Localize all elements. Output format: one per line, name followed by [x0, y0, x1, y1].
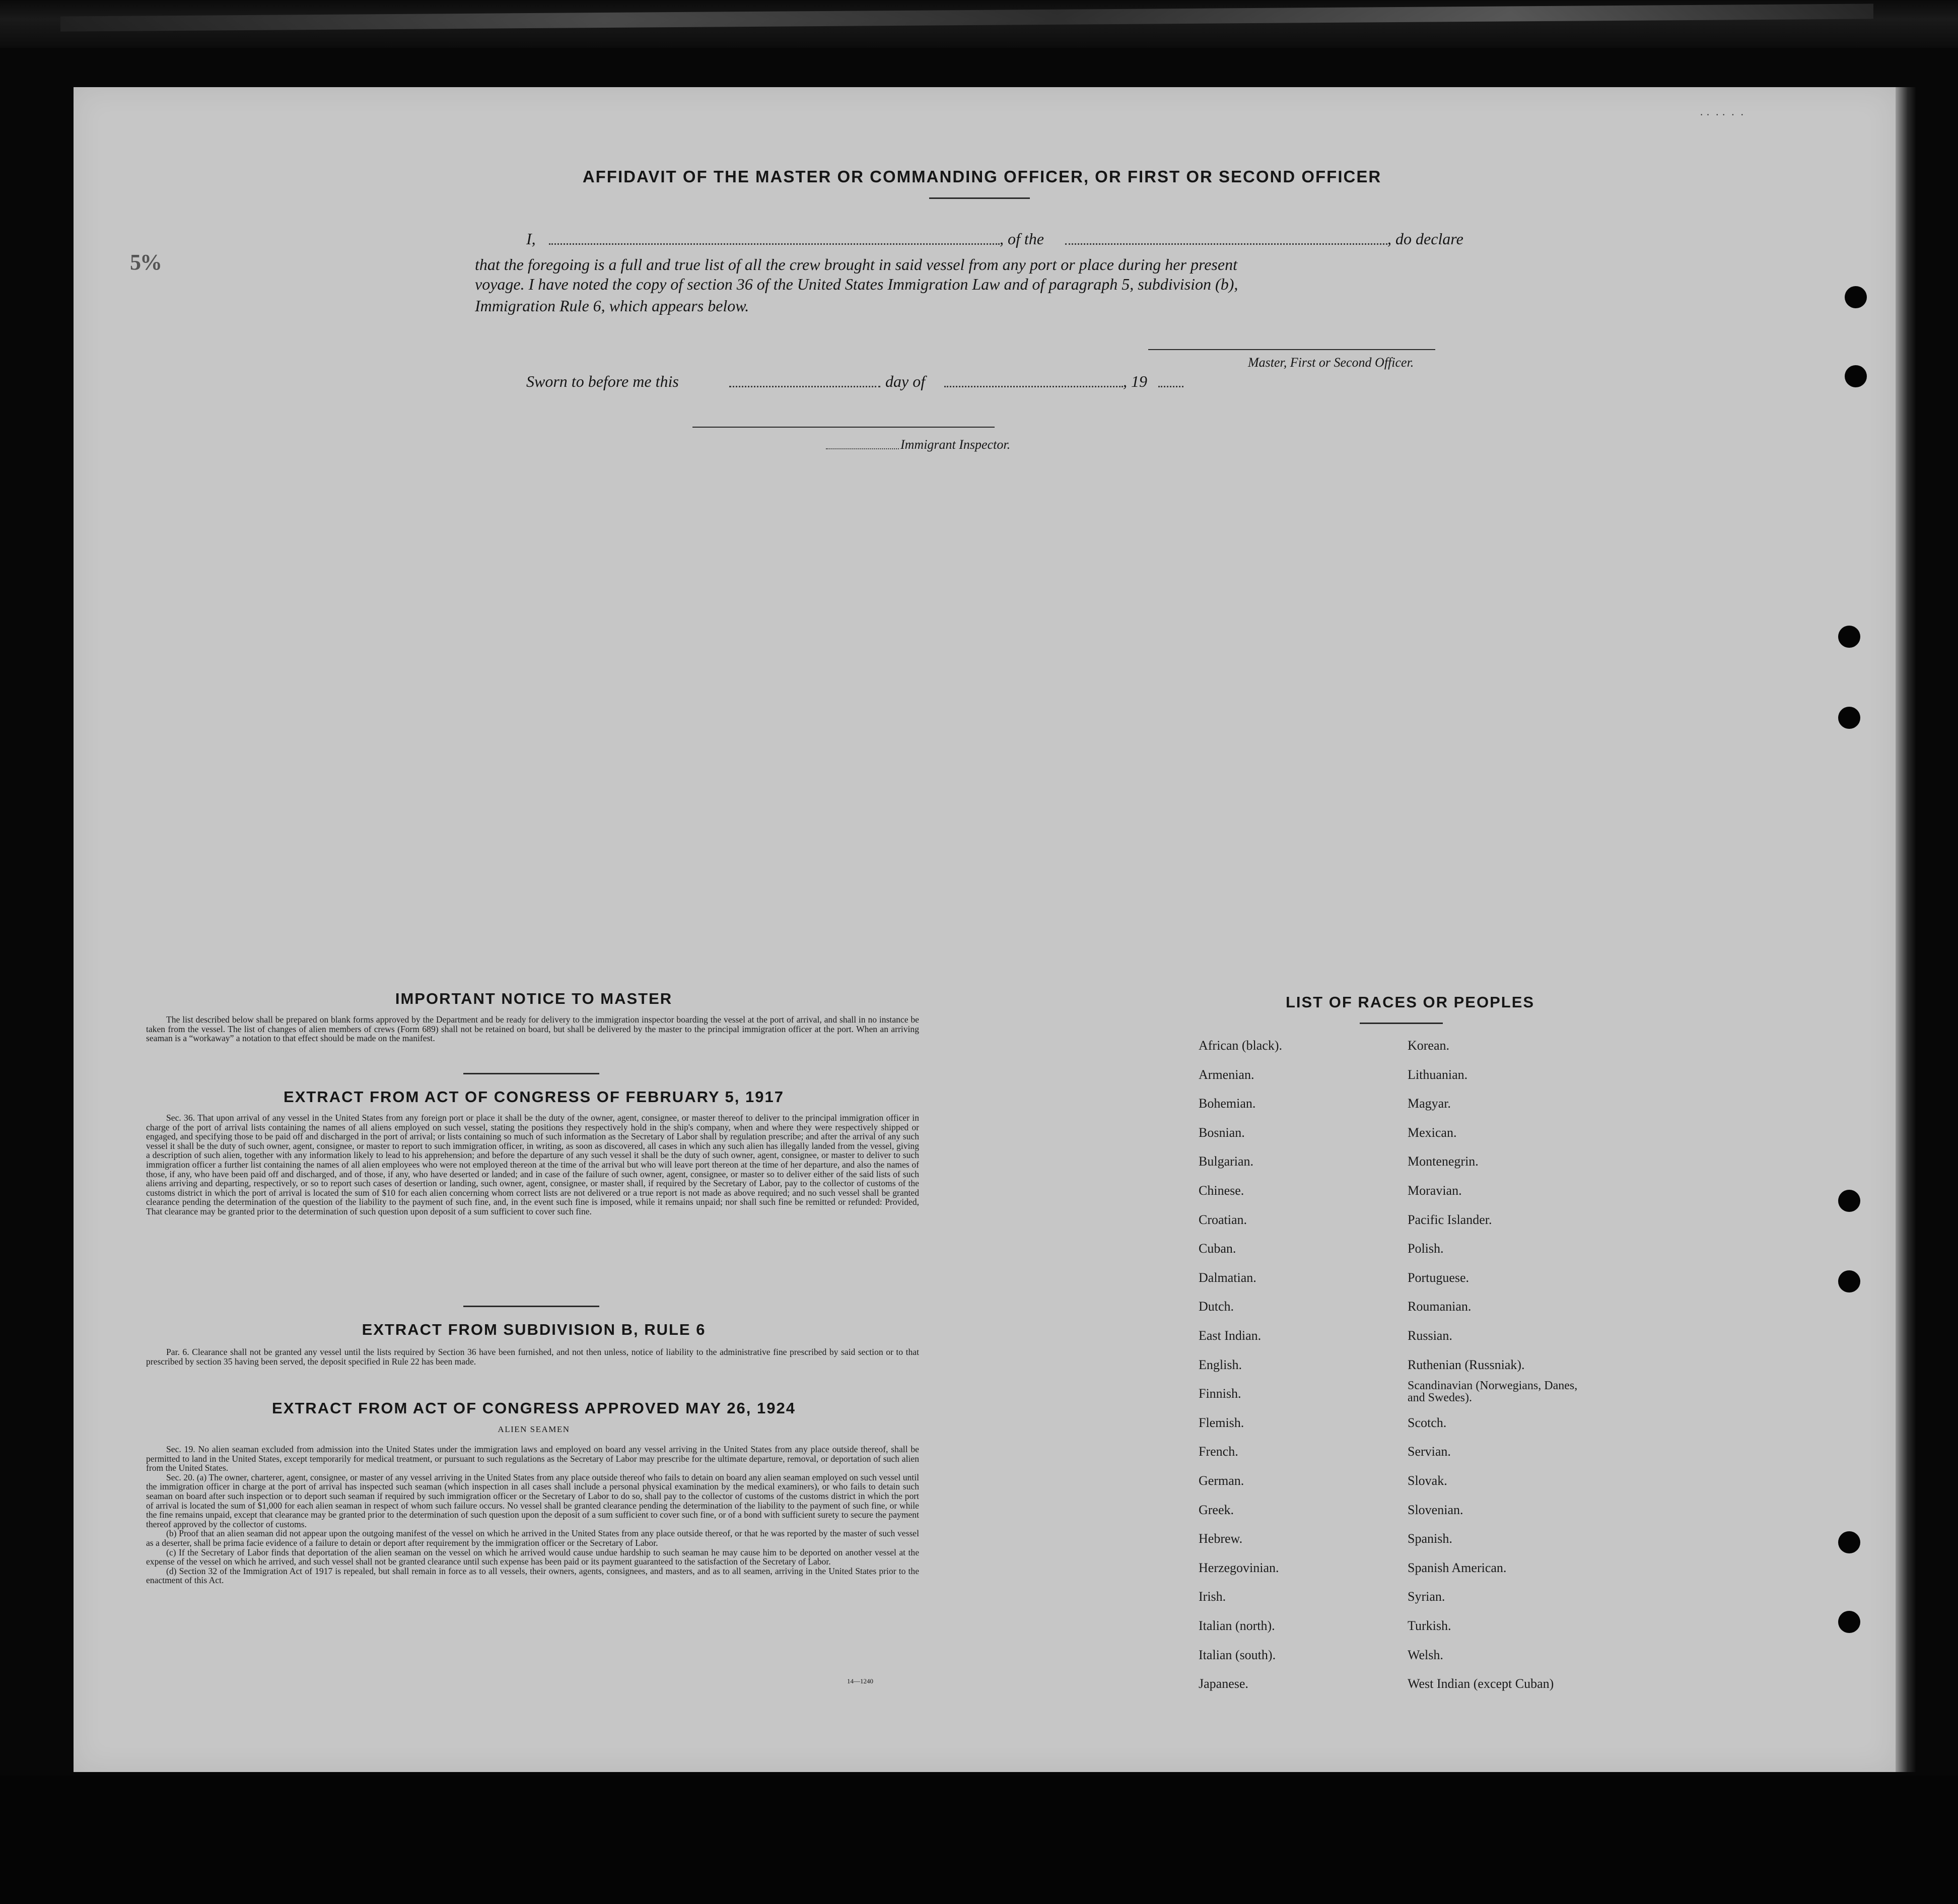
- rule-6-text: [146, 1347, 919, 1366]
- section-20c-paragraph: (c) If the Secretary of Labor finds that deportation of the alien seaman on the vessel on which he arrived would cause undue hardship to such seaman he may cause him to be deported on another vessel at the expense of the vessel on which he arrived, and such vessel shall not be granted clearance until such expense has been paid or its payment guaranteed to the satisfaction of the Secretary of Labor.: [146, 1547, 919, 1567]
- extract-1917-text: [146, 1113, 919, 1216]
- year-prefix-label: , 19: [1123, 372, 1147, 390]
- race-entry: French.: [1199, 1444, 1238, 1459]
- affidavit-i-label: I,: [526, 230, 536, 248]
- declarant-name-field[interactable]: [549, 243, 1000, 245]
- race-entry: Bosnian.: [1199, 1125, 1245, 1140]
- scan-speck: · · · · · ·: [1700, 108, 1744, 121]
- race-entry: Magyar.: [1408, 1096, 1451, 1111]
- affidavit-title-rule: [929, 197, 1030, 199]
- race-entry: East Indian.: [1199, 1328, 1262, 1343]
- race-entry: Irish.: [1199, 1589, 1226, 1604]
- binder-hole: [1838, 626, 1860, 648]
- race-entry: Bohemian.: [1199, 1096, 1256, 1111]
- rule-6-title: EXTRACT FROM SUBDIVISION B, RULE 6: [362, 1321, 706, 1338]
- race-entry: Chinese.: [1199, 1183, 1244, 1198]
- sworn-day-field[interactable]: [729, 386, 880, 387]
- sworn-month-field[interactable]: [944, 386, 1123, 387]
- race-entry: Mexican.: [1408, 1125, 1457, 1140]
- race-entry: Japanese.: [1199, 1676, 1248, 1691]
- extract-1917-divider: [463, 1306, 599, 1307]
- race-entry: Croatian.: [1199, 1212, 1247, 1227]
- notice-paragraph: The list described below shall be prepared on blank forms approved by the Department and be ready for delivery to the immigration inspector boarding the vessel at the port of arrival, and shall in no instance be taken from the vessel. The list of changes of alien members of crews (Form 689) shall not be retained on board, but shall be delivered by the master to the principal immigration officer at the port. When an arriving seaman is a “workaway” a notation to that effect should be made on the manifest.: [146, 1014, 919, 1044]
- race-entry: Greek.: [1199, 1503, 1234, 1517]
- race-entry: Pacific Islander.: [1408, 1212, 1492, 1227]
- race-entry: Ruthenian (Russniak).: [1408, 1357, 1525, 1372]
- race-entry: Moravian.: [1408, 1183, 1462, 1198]
- race-entry: Servian.: [1408, 1444, 1451, 1459]
- affidavit-line-2: that the foregoing is a full and true list of all the crew brought in said vessel from any port or place during her present: [475, 255, 1237, 274]
- race-entry: Armenian.: [1199, 1067, 1254, 1082]
- notice-divider: [463, 1073, 599, 1074]
- inspector-signature-line[interactable]: [692, 427, 995, 428]
- race-entry: English.: [1199, 1357, 1242, 1372]
- section-19-paragraph: Sec. 19. No alien seaman excluded from admission into the United States under the immigration laws and employed on board any vessel arriving in the United States from any place outside thereof, shall be permitted to land in the United States, except temporarily for medical treatment, or pursuant to such regulations as the Secretary of Labor may prescribe for the ultimate departure, removal, or deportation of such alien from the United States.: [146, 1444, 919, 1473]
- race-entry: Turkish.: [1408, 1618, 1451, 1633]
- page-right-edge: [1896, 87, 1916, 1772]
- rule-6-paragraph: Par. 6. Clearance shall not be granted any vessel until the lists required by Section 36 have been furnished, and not then unless, notice of liability to the administrative fine prescribed by said section or to that prescribed by section 35 having been served, the deposit specified in Rule 22 has been made.: [146, 1347, 919, 1367]
- notice-title: IMPORTANT NOTICE TO MASTER: [395, 990, 673, 1007]
- race-entry: Cuban.: [1199, 1241, 1236, 1256]
- inspector-signature-lead: [826, 448, 899, 449]
- day-of-label: day of: [885, 372, 926, 390]
- extract-1917-title: EXTRACT FROM ACT OF CONGRESS OF FEBRUARY 5, 1917: [284, 1088, 784, 1106]
- section-20b-paragraph: (b) Proof that an alien seaman did not appear upon the outgoing manifest of the vessel on which he arrived in the United States from any place outside thereof, or that he was reported by the master of such vessel as a deserter, shall be prima facie evidence of a failure to detain or deport after requirement by the immigration officer or the Secretary of Labor.: [146, 1528, 919, 1548]
- vessel-name-field[interactable]: [1065, 243, 1387, 245]
- section-36-paragraph: Sec. 36. That upon arrival of any vessel in the United States from any foreign port or place it shall be the duty of the owner, agent, consignee, or master thereof to deliver to the principal immigration officer in charge of the port of arrival lists containing the names of all aliens employed on such vessel, stating the positions they respectively hold in the ship's company, when and where they were respectively shipped or engaged, and specifying those to be paid off and discharged in the port of arrival; or lists containing so much of such information as the Secretary of Labor shall by regulation prescribe; and after the arrival of any such vessel it shall be the duty of such owner, agent, consignee, or master to report to such immigration officer, in writing, as soon as discovered, all cases in which any such alien has illegally landed from the vessel, giving a description of such alien, together with any information likely to lead to his apprehension; and before the departure of any such vessel it shall be the duty of such owner, agent, consignee, or master to deliver to such immigration officer a further list containing the names of all alien employees who were not employed thereon at the time of the arrival but who will leave port thereon at the time of her departure, and also the names of those, if any, who have been paid off and discharged, and of those, if any, who have deserted or landed; and in case of the failure of such owner, agent, consignee, or master so to deliver either of the said lists of such aliens arriving and departing, respectively, or so to report such cases of desertion or landing, such owner, agent, consignee, or master shall, if required by the Secretary of Labor, pay to the collector of customs of the customs district in which the port of arrival is located the sum of $10 for each alien concerning whom correct lists are not delivered or a true report is not made as above required; and no such vessel shall be granted clearance pending the determination of the question of the liability to the payment of such fine, and, in the event such fine is imposed, while it remains unpaid; nor shall such fine be remitted or refunded: Provided, That clearance may be granted prior to the determination of such question upon deposit of a sum sufficient to cover such fine.: [146, 1113, 919, 1216]
- race-entry: West Indian (except Cuban): [1408, 1676, 1554, 1691]
- binder-hole: [1838, 707, 1860, 729]
- master-signature-label: Master, First or Second Officer.: [1248, 355, 1414, 370]
- race-entry: Spanish American.: [1408, 1560, 1507, 1575]
- binder-hole: [1845, 365, 1867, 387]
- scan-bottom-border: [0, 1776, 1958, 1904]
- affidavit-line-3: voyage. I have noted the copy of section 36 of the United States Immigration Law and of paragraph 5, subdivision (b),: [475, 275, 1238, 293]
- race-entry: Korean.: [1408, 1038, 1450, 1053]
- race-entry: Russian.: [1408, 1328, 1452, 1343]
- race-entry: Italian (north).: [1199, 1618, 1275, 1633]
- race-entry: Spanish.: [1408, 1531, 1452, 1546]
- race-entry: Dutch.: [1199, 1299, 1234, 1314]
- binder-hole: [1838, 1531, 1860, 1553]
- race-entry: Lithuanian.: [1408, 1067, 1468, 1082]
- race-entry: Portuguese.: [1408, 1270, 1470, 1285]
- race-entry: Montenegrin.: [1408, 1154, 1479, 1169]
- race-entry: Finnish.: [1199, 1386, 1241, 1401]
- affidavit-declare-label: , do declare: [1387, 230, 1463, 248]
- alien-seamen-subtitle: ALIEN SEAMEN: [498, 1424, 570, 1434]
- race-entry: Italian (south).: [1199, 1648, 1276, 1662]
- inspector-label: Immigrant Inspector.: [900, 437, 1011, 452]
- binder-hole: [1838, 1270, 1860, 1293]
- notice-text: [146, 1015, 919, 1043]
- section-20d-paragraph: (d) Section 32 of the Immigration Act of 1917 is repealed, but shall remain in force as to all vessels, their owners, agents, consignees, and masters, and as to all seamen, arriving in the United States prior to the enactment of this Act.: [146, 1566, 919, 1586]
- form-number: 14—1240: [847, 1677, 873, 1685]
- races-title: LIST OF RACES OR PEOPLES: [1285, 993, 1535, 1011]
- race-entry: Slovenian.: [1408, 1503, 1463, 1517]
- race-entry: Welsh.: [1408, 1648, 1443, 1662]
- race-entry: Slovak.: [1408, 1473, 1447, 1488]
- race-entry: German.: [1199, 1473, 1244, 1488]
- sworn-year-field[interactable]: [1158, 386, 1183, 387]
- affidavit-of-the-label: , of the: [1000, 230, 1044, 248]
- race-entry: Roumanian.: [1408, 1299, 1472, 1314]
- affidavit-line-4: Immigration Rule 6, which appears below.: [475, 297, 749, 315]
- sworn-before-label: Sworn to before me this: [526, 372, 679, 390]
- race-entry: Scandinavian (Norwegians, Danes, and Swedes).: [1408, 1379, 1578, 1404]
- race-entry: Scotch.: [1408, 1415, 1447, 1430]
- race-entry: Flemish.: [1199, 1415, 1244, 1430]
- race-entry: Herzegovinian.: [1199, 1560, 1279, 1575]
- race-entry: Dalmatian.: [1199, 1270, 1256, 1285]
- race-entry: Syrian.: [1408, 1589, 1445, 1604]
- extract-1924-title: EXTRACT FROM ACT OF CONGRESS APPROVED MAY 26, 1924: [272, 1399, 796, 1417]
- binder-hole: [1845, 286, 1867, 308]
- races-title-rule: [1360, 1023, 1443, 1024]
- race-entry: African (black).: [1199, 1038, 1283, 1053]
- extract-1924-text: [146, 1445, 919, 1585]
- race-entry: Bulgarian.: [1199, 1154, 1254, 1169]
- section-20a-paragraph: Sec. 20. (a) The owner, charterer, agent, consignee, or master of any vessel arriving in the United States from any place outside thereof who fails to detain on board any alien seaman employed on such vessel until the immigration officer in charge at the port of arrival has inspected such seaman (which inspection in all cases shall include a personal physical examination by the medical examiners), or who fails to detain such seaman on board after such inspection or to deport such seaman if required by such immigration officer or the Secretary of Labor to do so, shall pay to the collector of customs of the customs district in which the port of arrival is located the sum of $1,000 for each alien seaman in respect of whom such failure occurs. No vessel shall be granted clearance pending the determination of the liability to the payment of such fine, or while the fine remains unpaid, except that clearance may be granted prior to the determination of such question upon the deposit of a sum sufficient to cover such fine, or of a bond with sufficient surety to secure the payment thereof approved by the collector of customs.: [146, 1472, 919, 1529]
- race-entry: Polish.: [1408, 1241, 1444, 1256]
- binder-hole: [1838, 1611, 1860, 1633]
- binder-hole: [1838, 1190, 1860, 1212]
- race-entry: Hebrew.: [1199, 1531, 1243, 1546]
- margin-mark: 5%: [130, 250, 161, 275]
- master-signature-line[interactable]: [1148, 349, 1435, 350]
- affidavit-title: AFFIDAVIT OF THE MASTER OR COMMANDING OFFICER, OR FIRST OR SECOND OFFICER: [582, 167, 1382, 186]
